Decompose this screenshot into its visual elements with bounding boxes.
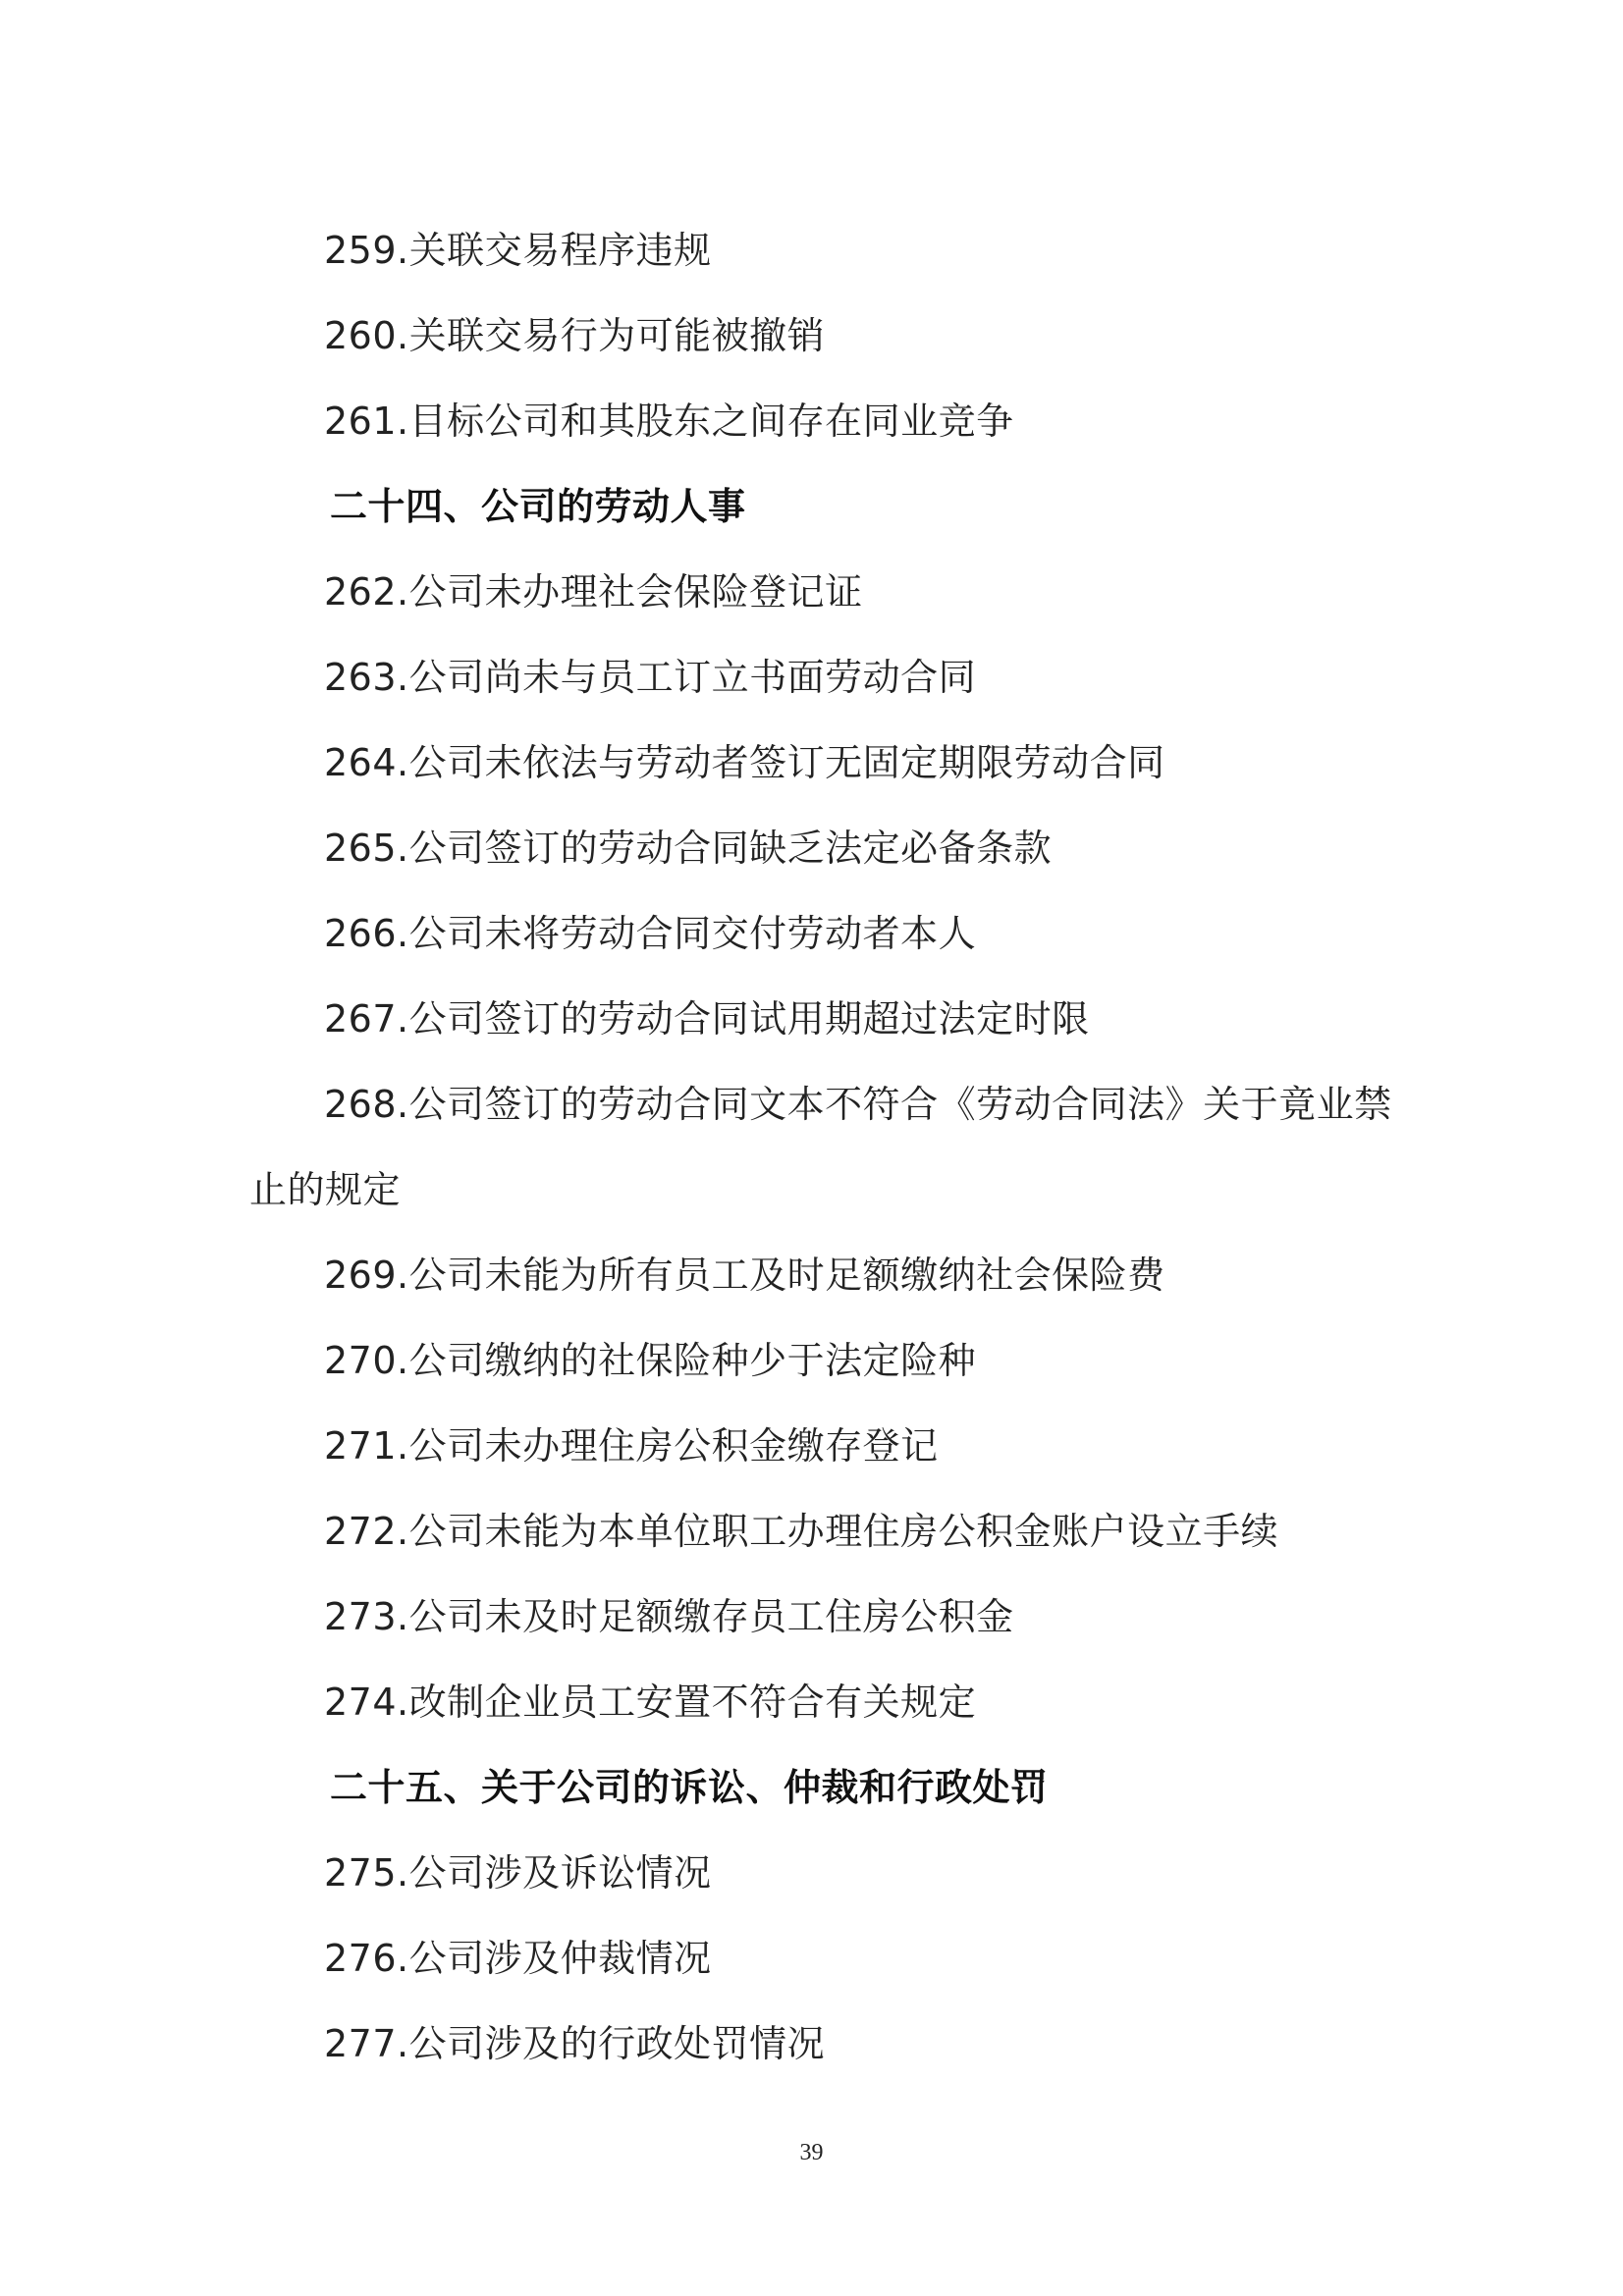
list-item: 272.公司未能为本单位职工办理住房公积金账户设立手续 bbox=[324, 1510, 1279, 1553]
list-item: 260.关联交易行为可能被撤销 bbox=[324, 314, 826, 357]
list-item-continuation: 止的规定 bbox=[249, 1168, 402, 1211]
section-heading: 二十四、公司的劳动人事 bbox=[330, 485, 746, 528]
list-item: 262.公司未办理社会保险登记证 bbox=[324, 570, 863, 614]
list-item: 275.公司涉及诉讼情况 bbox=[324, 1851, 712, 1895]
list-item: 270.公司缴纳的社保险种少于法定险种 bbox=[324, 1339, 977, 1382]
list-item: 266.公司未将劳动合同交付劳动者本人 bbox=[324, 912, 977, 955]
list-item: 267.公司签订的劳动合同试用期超过法定时限 bbox=[324, 997, 1090, 1041]
list-item: 276.公司涉及仲裁情况 bbox=[324, 1937, 712, 1980]
list-item: 269.公司未能为所有员工及时足额缴纳社会保险费 bbox=[324, 1254, 1165, 1297]
page-number: 39 bbox=[799, 2140, 824, 2165]
list-item: 264.公司未依法与劳动者签订无固定期限劳动合同 bbox=[324, 741, 1165, 784]
list-item: 274.改制企业员工安置不符合有关规定 bbox=[324, 1681, 977, 1724]
list-item: 265.公司签订的劳动合同缺乏法定必备条款 bbox=[324, 827, 1053, 870]
list-item: 263.公司尚未与员工订立书面劳动合同 bbox=[324, 656, 977, 699]
list-item: 268.公司签订的劳动合同文本不符合《劳动合同法》关于竟业禁 bbox=[324, 1083, 1392, 1126]
section-heading: 二十五、关于公司的诉讼、仲裁和行政处罚 bbox=[330, 1766, 1049, 1809]
list-item: 271.公司未办理住房公积金缴存登记 bbox=[324, 1424, 939, 1468]
list-item: 259.关联交易程序违规 bbox=[324, 229, 712, 272]
page-body bbox=[249, 208, 1392, 2087]
list-item: 277.公司涉及的行政处罚情况 bbox=[324, 2022, 826, 2065]
list-item: 261.目标公司和其股东之间存在同业竞争 bbox=[324, 400, 1014, 443]
list-item: 273.公司未及时足额缴存员工住房公积金 bbox=[324, 1595, 1014, 1638]
